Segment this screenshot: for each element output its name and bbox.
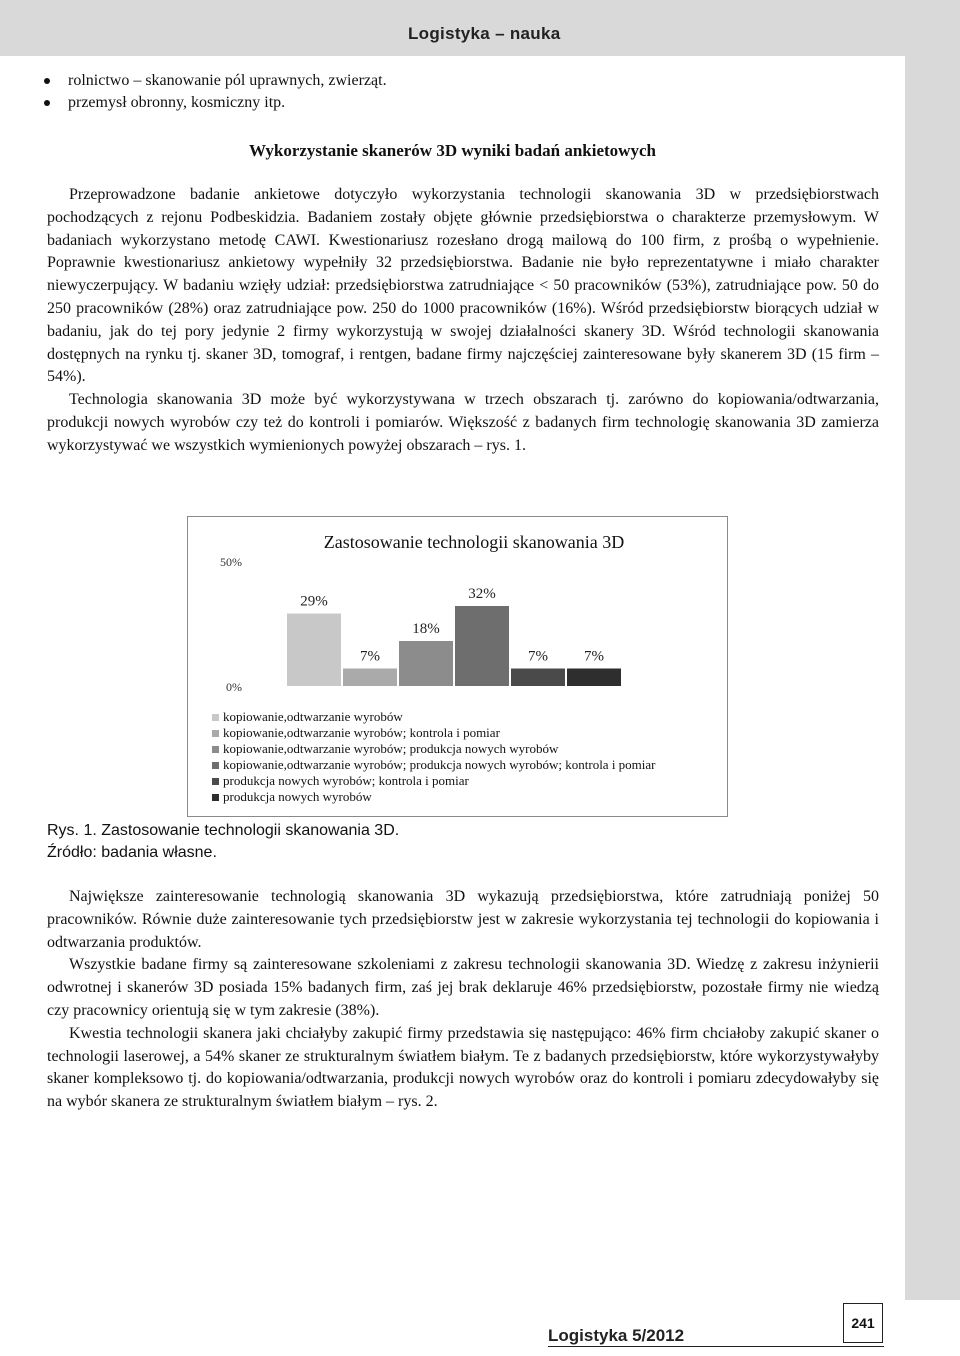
- y-tick-label: 50%: [220, 555, 242, 569]
- chart-legend: [212, 709, 656, 805]
- bar: [399, 641, 453, 686]
- data-label: 29%: [300, 593, 328, 610]
- chart-title: Zastosowanie technologii skanowania 3D: [323, 532, 625, 552]
- bar: [287, 614, 341, 687]
- data-label: 7%: [360, 648, 380, 665]
- paragraph: Największe zainteresowanie technologią skanowania 3D wykazują przedsiębiorstwa, które zatrudniają poniżej 50 pracowników. Równie duże zainteresowanie tych przedsiębiorstw jest w zakresie wykorzystania tej technologii do kopiowania i odtwarzania produktów.: [47, 888, 879, 951]
- data-label: 18%: [412, 621, 440, 637]
- paragraph: Technologia skanowania 3D może być wykorzystywana w trzech obszarach tj. zarówno do kopiowania/odtwarzania, produkcji nowych wyrobów czy też do kontroli i pomiarów. Większość z badanych firm technologię skanowania 3D zamierza wykorzystywać we wszystkich wymienionych powyżej obszarach – rys. 1.: [47, 391, 879, 454]
- bullet-item: przemysł obronny, kosmiczny itp.: [40, 92, 387, 114]
- bullet-list: [40, 70, 387, 114]
- bar: [343, 669, 397, 687]
- legend-label: kopiowanie,odtwarzanie wyrobów; produkcja nowych wyrobów: [223, 741, 559, 756]
- legend-label: produkcja nowych wyrobów; kontrola i pomiar: [223, 773, 469, 788]
- figure-caption-title: Rys. 1. Zastosowanie technologii skanowania 3D.: [47, 822, 400, 839]
- legend-entry: [212, 741, 656, 757]
- bar: [511, 669, 565, 687]
- data-label: 7%: [528, 648, 548, 665]
- legend-label: produkcja nowych wyrobów: [223, 789, 372, 804]
- legend-label: kopiowanie,odtwarzanie wyrobów; produkcja nowych wyrobów; kontrola i pomiar: [223, 757, 656, 772]
- legend-entry: [212, 773, 656, 789]
- paragraph: Przeprowadzone badanie ankietowe dotyczyło wykorzystania technologii skanowania 3D w przedsiębiorstwach pochodzących z rejonu Podbeskidzia. Badaniem zostały objęte głównie przedsiębiorstwa o charakterze przemysłowym. W badaniach wykorzystano metodę CAWI. Kwestionariusz rozesłano drogą mailową do 100 firm, z prośbą o wypełnienie. Poprawnie kwestionariusz ankietowy wypełniły 32 przedsiębiorstwa. Badanie nie było reprezentatywne i miało charakter niewyczerpujący. W badaniu wzięły udział: przedsiębiorstwa zatrudniające < 50 pracowników (53%), zatrudniające pow. 50 do 250 pracowników (28%) oraz zatrudniające pow. 250 do 1000 pracowników (16%). Wśród przedsiębiorstw biorących udział w badaniu, jak do tej pory jedynie 2 firmy wykorzystują w swojej działalności skanery 3D. Wśród technologii skanowania dostępnych na rynku tj. skaner 3D, tomograf, i rentgen, badane firmy najczęściej zainteresowane były skanerem 3D (15 firm – 54%).: [47, 186, 879, 386]
- chart-figure: [187, 516, 728, 817]
- legend-swatch: [212, 778, 219, 785]
- legend-entry: [212, 757, 656, 773]
- legend-label: kopiowanie,odtwarzanie wyrobów; kontrola i pomiar: [223, 725, 500, 740]
- page-number: 241: [843, 1303, 883, 1343]
- bullet-item: rolnictwo – skanowanie pól uprawnych, zwierząt.: [40, 70, 387, 92]
- bar: [455, 606, 509, 686]
- body-text-bottom: [47, 886, 879, 1114]
- journal-section-title: Logistyka – nauka: [408, 24, 561, 43]
- body-text-top: [47, 184, 879, 458]
- side-band: [905, 56, 960, 1300]
- legend-swatch: [212, 762, 219, 769]
- section-heading: Wykorzystanie skanerów 3D wyniki badań ankietowych: [249, 141, 656, 160]
- figure-caption-source: Źródło: badania własne.: [47, 844, 217, 861]
- data-label: 32%: [468, 586, 496, 602]
- legend-swatch: [212, 730, 219, 737]
- paragraph: Kwestia technologii skanera jaki chciałyby zakupić firmy przedstawia się następująco: 46% firm chciałoby zakupić skaner o technologii laserowej, a 54% skaner ze strukturalnym światłem białym. Te z badanych przedsiębiorstw, które wykorzystywałyby skaner kompleksowo tj. do kopiowania/odtwarzania, produkcji nowych wyrobów oraz do kontroli i pomiaru zdecydowałyby się na wybór skanera ze strukturalnym światłem białym – rys. 2.: [47, 1024, 879, 1111]
- legend-entry: [212, 725, 656, 741]
- paragraph: Wszystkie badane firmy są zainteresowane szkoleniami z zakresu technologii skanowania 3D. Wiedzę z zakresu inżynierii odwrotnej i skanerów 3D posiada 15% badanych firm, zaś jej brak deklaruje 46% przedsiębiorstw, pozostałe firmy nie wiedzą czy pracownicy orientują się w tym zakresie (38%).: [47, 956, 879, 1019]
- legend-swatch: [212, 794, 219, 801]
- legend-entry: [212, 709, 656, 725]
- legend-swatch: [212, 714, 219, 721]
- legend-label: kopiowanie,odtwarzanie wyrobów: [223, 709, 403, 724]
- legend-entry: [212, 789, 656, 805]
- figure-caption: [47, 820, 399, 864]
- data-label: 7%: [584, 648, 604, 665]
- bar: [567, 669, 621, 687]
- bar-group: [287, 586, 621, 686]
- y-tick-label: 0%: [226, 680, 242, 694]
- legend-swatch: [212, 746, 219, 753]
- footer-journal: Logistyka 5/2012: [548, 1326, 685, 1345]
- footer-rule: [548, 1346, 884, 1347]
